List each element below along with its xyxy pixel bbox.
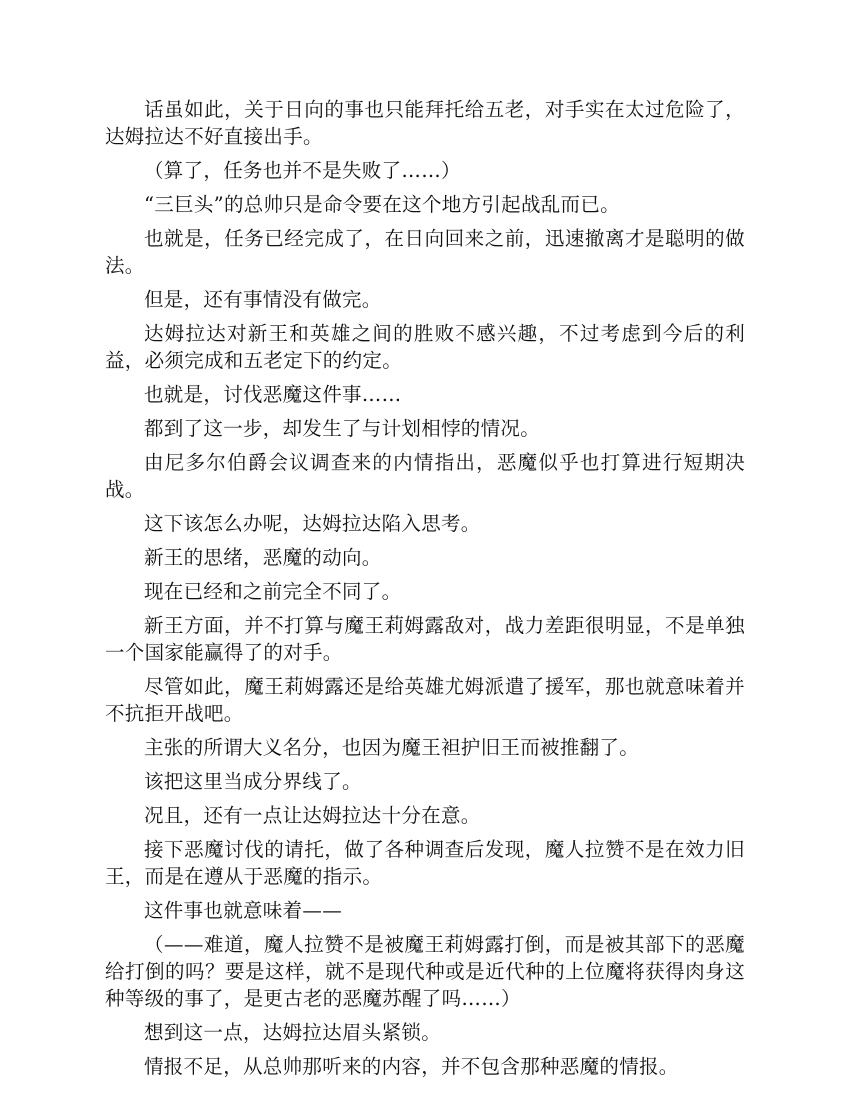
paragraph: 这下该怎么办呢，达姆拉达陷入思考。 [144, 512, 481, 535]
paragraph: 主张的所谓大义名分，也因为魔王袒护旧王而被推翻了。 [144, 736, 640, 759]
paragraph: 现在已经和之前完全不同了。 [144, 580, 402, 603]
paragraph: 这件事也就意味着—— [144, 899, 342, 922]
paragraph: 情报不足，从总帅那听来的内容，并不包含那种恶魔的情报。 [144, 1055, 679, 1078]
paragraph: 由尼多尔伯爵会议调查来的内情指出，恶魔似乎也打算进行短期决战。 [105, 451, 745, 501]
paragraph: 都到了这一步，却发生了与计划相悖的情况。 [144, 417, 541, 440]
paragraph: （——难道，魔人拉赞不是被魔王莉姆露打倒，而是被其部下的恶魔给打倒的吗？要是这样，就不是现代种或是近代种的上位魔将获得肉身这种等级的事了，是更古老的恶魔苏醒了吗……） [105, 933, 745, 1010]
paragraph: 想到这一点，达姆拉达眉头紧锁。 [144, 1021, 442, 1044]
paragraph: “三巨头”的总帅只是命令要在这个地方引起战乱而已。 [144, 193, 620, 216]
paragraph: 接下恶魔讨伐的请托，做了各种调查后发现，魔人拉赞不是在效力旧王，而是在遵从于恶魔的指示。 [105, 838, 745, 888]
paragraph: 该把这里当成分界线了。 [144, 770, 362, 793]
paragraph: 达姆拉达对新王和英雄之间的胜败不感兴趣，不过考虑到今后的利益，必须完成和五老定下的约定。 [105, 322, 745, 372]
paragraph: 也就是，任务已经完成了，在日向回来之前，迅速撤离才是聪明的做法。 [105, 227, 745, 277]
paragraph: 况且，还有一点让达姆拉达十分在意。 [144, 804, 481, 827]
paragraph: 但是，还有事情没有做完。 [144, 288, 382, 311]
paragraph: 尽管如此，魔王莉姆露还是给英雄尤姆派遣了援军，那也就意味着并不抗拒开战吧。 [105, 675, 745, 725]
paragraph: 话虽如此，关于日向的事也只能拜托给五老，对手实在太过危险了，达姆拉达不好直接出手。 [105, 98, 745, 148]
paragraph: 也就是，讨伐恶魔这件事…… [144, 383, 402, 406]
paragraph: 新王方面，并不打算与魔王莉姆露敌对，战力差距很明显，不是单独一个国家能赢得了的对手。 [105, 614, 745, 664]
paragraph: （算了，任务也并不是失败了……） [144, 159, 461, 182]
paragraph: 新王的思绪，恶魔的动向。 [144, 546, 382, 569]
